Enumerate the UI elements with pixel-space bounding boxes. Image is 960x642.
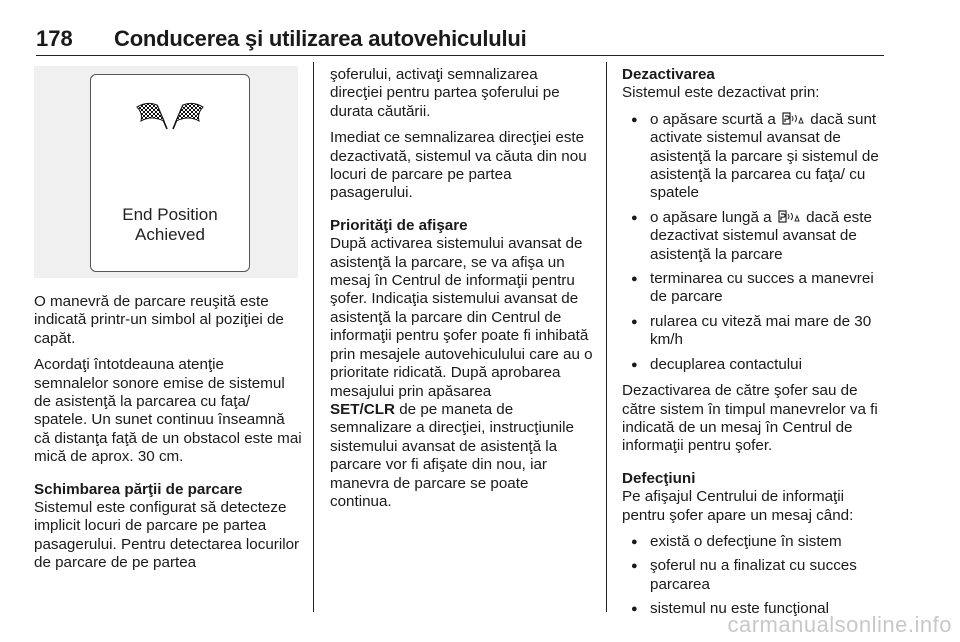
right-column: [622, 66, 890, 627]
chapter-title: Conducerea şi utilizarea autovehiculului: [114, 26, 527, 51]
panel-message-line-1: End Position: [122, 205, 218, 224]
list-item: ● terminarea cu succes a manevrei de parcare: [622, 270, 890, 307]
list-item: ● o apăsare lungă a dacă este dezactivat sistemul avansat de asistenţă la parcare: [622, 209, 890, 264]
list-item: ● o apăsare scurtă a dacă sunt activate sistemul avansat de asistenţă la parcare şi sistemul de asistenţă la parcarea cu faţa/ cu spatele: [622, 111, 890, 203]
checkered-flags-icon: [133, 101, 207, 131]
paragraph: Dezactivarea de către şofer sau de către sistem în timpul manevrelor va fi indicată de un mesaj în Centrul de informaţii pentru şofer.: [622, 382, 878, 455]
panel-message-line-2: Achieved: [135, 225, 205, 244]
paragraph: şoferului, activaţi semnalizarea direcţiei pentru partea şoferului pe durata căutării.: [330, 66, 560, 120]
column-divider-left: [313, 62, 314, 612]
section-heading: Defecţiuni: [622, 469, 696, 487]
paragraph: O manevră de parcare reuşită este indicată printr-un simbol al poziţiei de capăt.: [34, 293, 284, 347]
left-column: [34, 293, 302, 581]
section-heading: Schimbarea părţii de parcare: [34, 480, 243, 498]
list-item: ● rularea cu viteză mai mare de 30 km/h: [622, 313, 890, 350]
end-position-figure: [34, 66, 298, 278]
paragraph: Sistemul este configurat să detecteze implicit locuri de parcare pe partea pasagerului. Pentru detectarea locurilor de parcare de pe partea: [34, 499, 300, 572]
paragraph: Acordaţi întotdeauna atenţie semnalelor sonore emise de sistemul de asistenţă la parcarea cu faţa/ spatele. Un sunet continuu înseamnă că distanţa faţă de un obstacol este mai mică de aprox. 30 cm.: [34, 356, 302, 466]
list-item: ● sistemul nu este funcţional: [622, 600, 890, 618]
list-item: ● există o defecţiune în sistem: [622, 533, 890, 551]
set-clr-label: SET/CLR: [330, 400, 395, 418]
page-header: [28, 12, 888, 52]
paragraph-text: După activarea sistemului avansat de asistenţă la parcare, se va afişa un mesaj în Centrul de informaţii pentru şofer. Indicaţia sistemului avansat de asistenţă la parcare din Centrul de informaţii pentru şofer poate fi inhibată prin mesajele autovehiculului care au o prioritate ridicată. După aprobarea mesajului prin apăsarea: [330, 235, 593, 400]
section-heading: Dezactivarea: [622, 66, 715, 83]
section-heading: Priorităţi de afişare: [330, 216, 468, 234]
fault-list: [622, 533, 890, 619]
middle-column: [330, 66, 594, 519]
watermark: carmanualsonline.info: [727, 612, 952, 637]
list-item: ● decuplarea contactului: [622, 356, 890, 374]
column-divider-right: [606, 62, 607, 612]
parking-assist-icon: [782, 112, 804, 125]
paragraph: [330, 235, 594, 511]
paragraph: Pe afişajul Centrului de informaţii pentru şofer apare un mesaj când:: [622, 488, 854, 524]
display-panel: [90, 74, 250, 272]
panel-message: [91, 205, 249, 245]
paragraph: Imediat ce semnalizarea direcţiei este dezactivată, sistemul va căuta din nou locuri de parcare pe partea pasagerului.: [330, 129, 587, 202]
page-number: 178: [36, 26, 73, 51]
list-item: ● şoferul nu a finalizat cu succes parcarea: [622, 557, 890, 594]
deactivation-list: [622, 111, 890, 374]
paragraph: Sistemul este dezactivat prin:: [622, 84, 820, 102]
header-rule: [36, 55, 884, 56]
parking-assist-icon: [778, 210, 800, 223]
paragraph-text: de pe maneta de semnalizare a direcţiei, instrucţiunile sistemului avansat de asistenţă la parcare vor fi afişate din nou, iar manevra de parcare se poate continua.: [330, 400, 574, 510]
